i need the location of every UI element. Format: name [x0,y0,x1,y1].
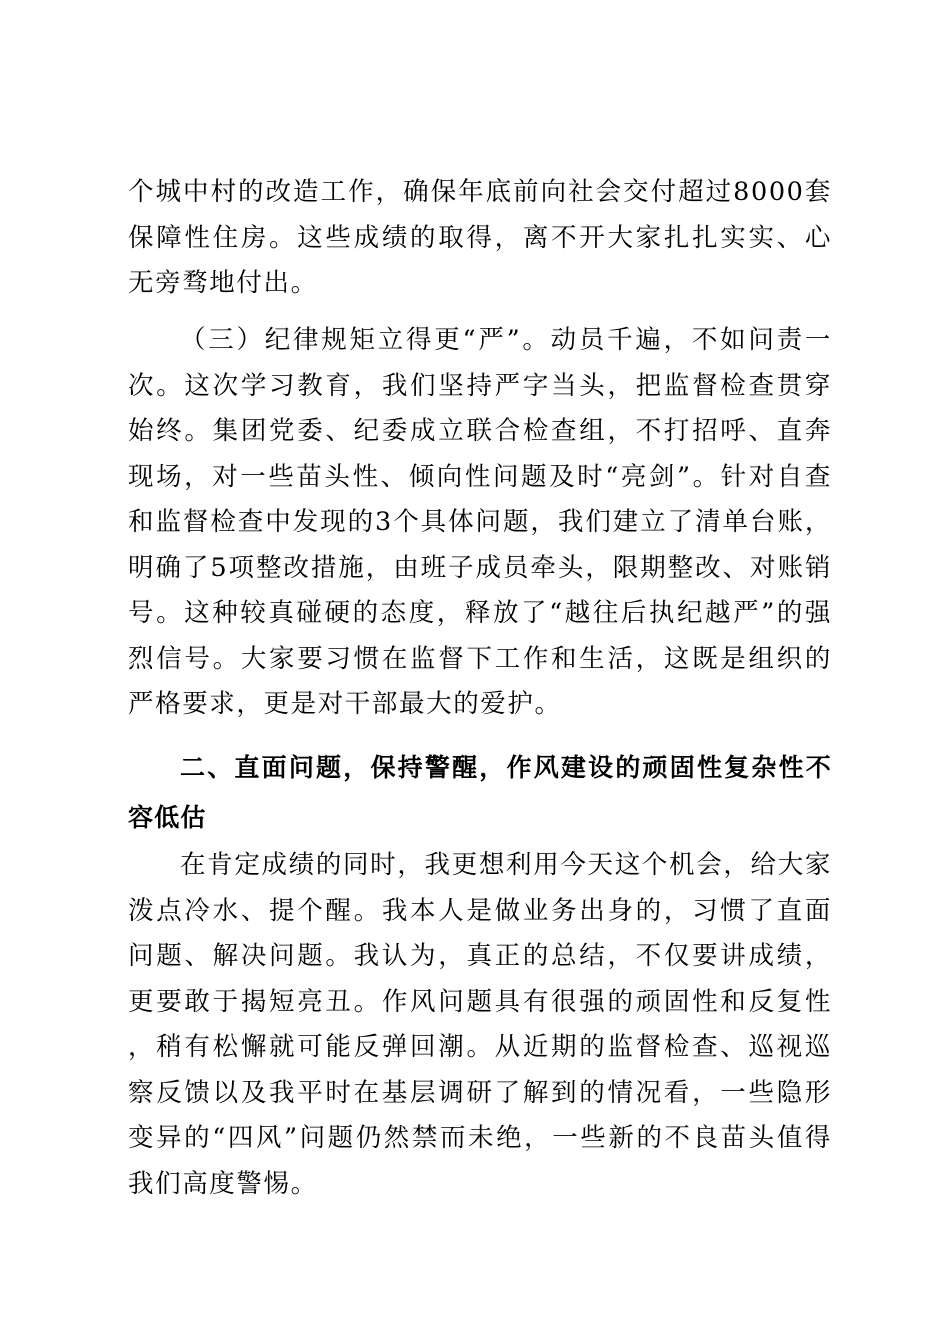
body-paragraph: 在肯定成绩的同时，我更想利用今天这个机会，给大家泼点冷水、提个醒。我本人是做业务出身的，习惯了直面问题、解决问题。我认为，真正的总结，不仅要讲成绩，更要敢于揭短亮丑。作风问题具有很强的顽固性和反复性，稍有松懈就可能反弹回潮。从近期的监督检查、巡视巡察反馈以及我平时在基层调研了解到的情况看，一些隐形变异的“四风”问题仍然禁而未绝，一些新的不良苗头值得我们高度警惕。 [128,850,832,1199]
section-heading: 二、直面问题，保持警醒，作风建设的顽固性复杂性不容低估 [128,753,832,832]
body-paragraph: 个城中村的改造工作，确保年底前向社会交付超过8000套保障性住房。这些成绩的取得，离不开大家扎扎实实、心无旁骛地付出。 [128,177,832,298]
body-paragraph: （三）纪律规矩立得更“严”。动员千遍，不如问责一次。这次学习教育，我们坚持严字当头，把监督检查贯穿始终。集团党委、纪委成立联合检查组，不打招呼、直奔现场，对一些苗头性、倾向性问题及时“亮剑”。针对自查和监督检查中发现的3个具体问题，我们建立了清单台账，明确了5项整改措施，由班子成员牵头，限期整改、对账销号。这种较真碰硬的态度，释放了“越往后执纪越严”的强烈信号。大家要习惯在监督下工作和生活，这既是组织的严格要求，更是对干部最大的爱护。 [128,325,832,719]
